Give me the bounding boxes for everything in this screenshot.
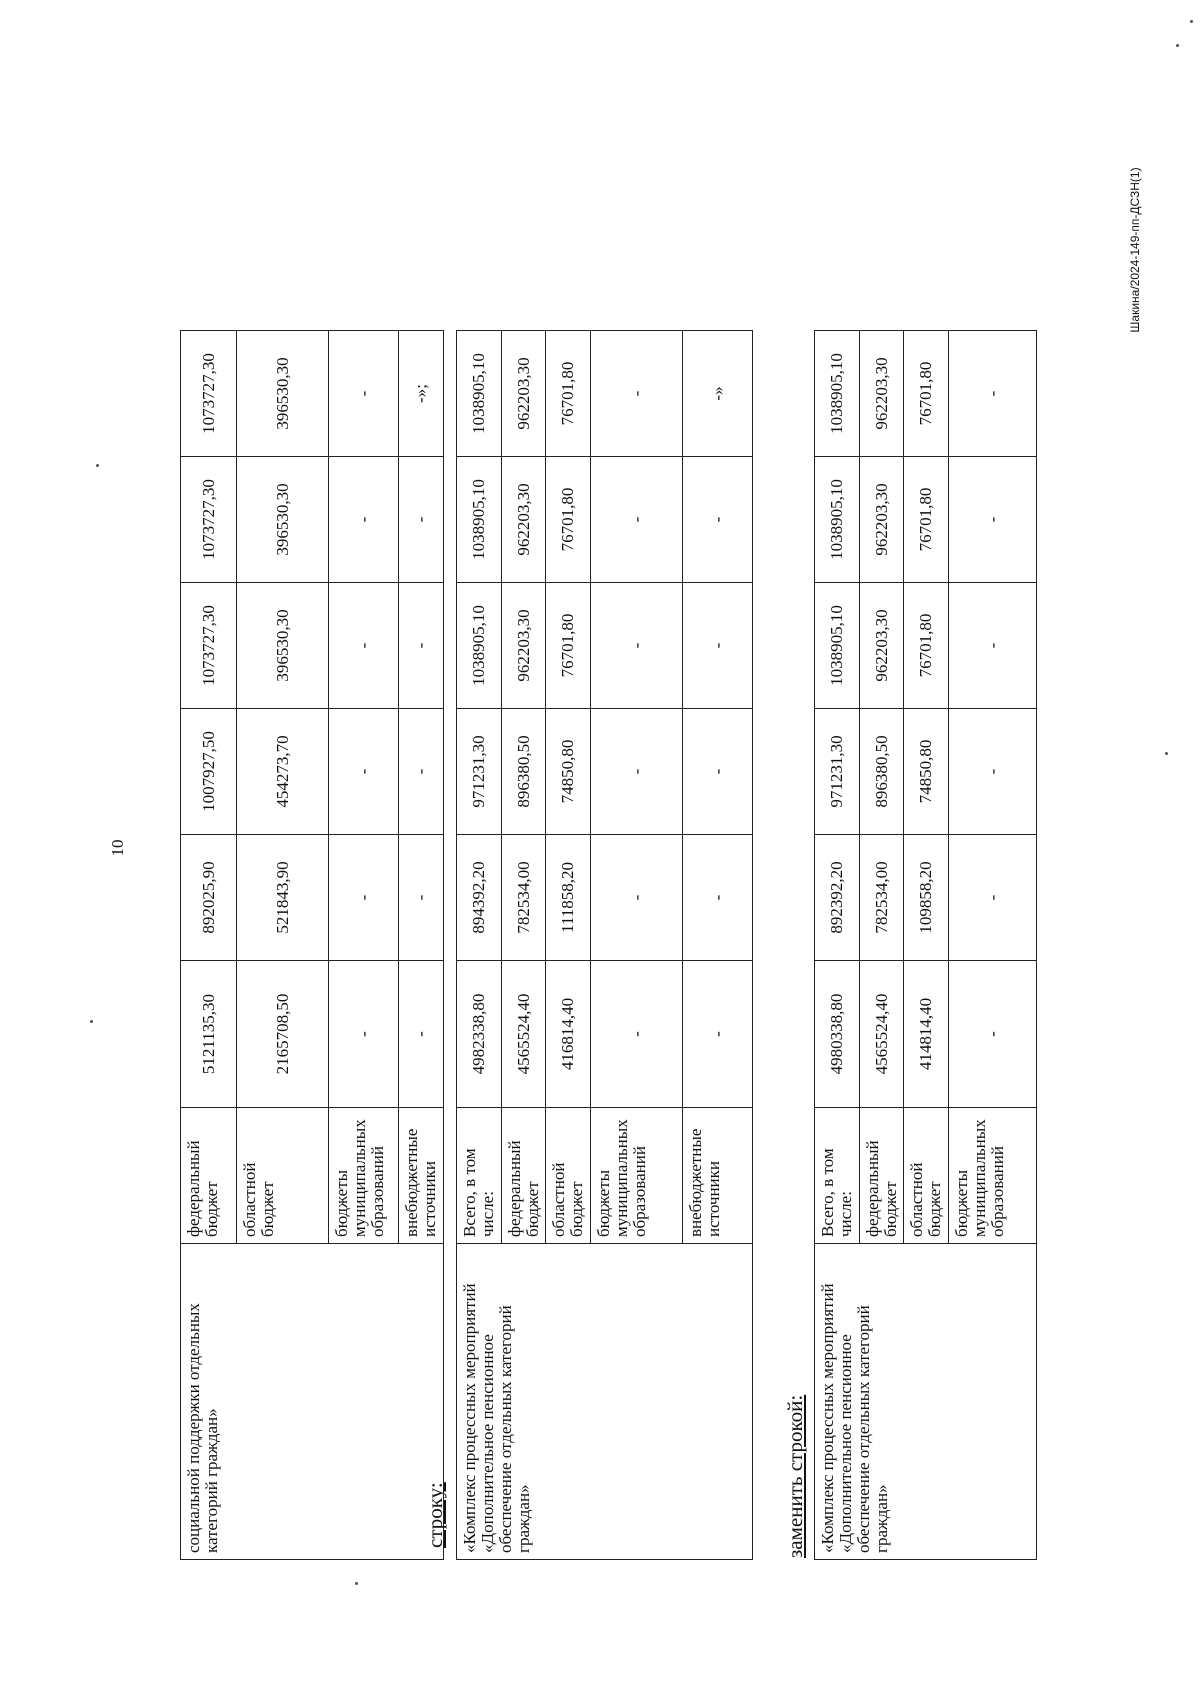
funding-source-cell: бюджеты муниципальных образований <box>329 1108 399 1244</box>
amount-cell: 74850,80 <box>546 709 591 835</box>
budget-table-original-row <box>456 330 753 1560</box>
amount-cell: 1038905,10 <box>815 331 860 457</box>
amount-cell: 521843,90 <box>237 835 329 961</box>
program-name-line: «Дополнительное пенсионное <box>835 1334 855 1553</box>
page-number: 10 <box>108 839 127 857</box>
amount-cell: - <box>949 709 1037 835</box>
amount-cell: 4565524,40 <box>859 961 904 1108</box>
amount-cell: - <box>329 331 399 457</box>
amount-cell: 111858,20 <box>546 835 591 961</box>
amount-cell: 971231,30 <box>457 709 502 835</box>
amount-cell: -» <box>683 331 753 457</box>
amount-cell: 4980338,80 <box>815 961 860 1108</box>
amount-cell: - <box>399 709 444 835</box>
instruction-substitute-row: заменить строкой: <box>783 1394 807 1558</box>
amount-cell: - <box>949 583 1037 709</box>
amount-cell: 971231,30 <box>815 709 860 835</box>
amount-cell: - <box>591 709 683 835</box>
scan-speck <box>1176 44 1179 47</box>
amount-cell: - <box>329 835 399 961</box>
amount-cell: 2165708,50 <box>237 961 329 1108</box>
amount-cell: 1007927,50 <box>181 709 237 835</box>
table-row <box>815 331 860 1560</box>
amount-cell: 896380,50 <box>859 709 904 835</box>
funding-source-cell: областной бюджет <box>546 1108 591 1244</box>
funding-source-cell: бюджеты муниципальных образований <box>591 1108 683 1244</box>
amount-cell: 894392,20 <box>457 835 502 961</box>
amount-cell: 892025,90 <box>181 835 237 961</box>
amount-cell: 76701,80 <box>546 331 591 457</box>
amount-cell: 76701,80 <box>546 457 591 583</box>
amount-cell: - <box>949 961 1037 1108</box>
amount-cell: 76701,80 <box>904 331 949 457</box>
amount-cell: 782534,00 <box>859 835 904 961</box>
table-row <box>457 331 502 1560</box>
amount-cell: 109858,20 <box>904 835 949 961</box>
amount-cell: 1038905,10 <box>457 457 502 583</box>
funding-source-cell: Всего, в том числе: <box>457 1108 502 1244</box>
program-name-line: граждан» <box>871 1484 891 1553</box>
amount-cell: 396530,30 <box>237 331 329 457</box>
budget-table-new-row <box>814 330 1037 1560</box>
funding-source-cell: Всего, в том числе: <box>815 1108 860 1244</box>
amount-cell: - <box>329 961 399 1108</box>
program-name-line: обеспечение отдельных категорий <box>853 1305 873 1553</box>
amount-cell: 1038905,10 <box>815 583 860 709</box>
amount-cell: 1038905,10 <box>815 457 860 583</box>
amount-cell: 76701,80 <box>546 583 591 709</box>
amount-cell: 4565524,40 <box>501 961 546 1108</box>
amount-cell: - <box>329 583 399 709</box>
program-name-line: «Комплекс процессных мероприятий <box>460 1283 479 1553</box>
table-row <box>181 331 237 1560</box>
amount-cell: 5121135,30 <box>181 961 237 1108</box>
amount-cell: - <box>949 835 1037 961</box>
amount-cell: - <box>591 961 683 1108</box>
amount-cell: 4982338,80 <box>457 961 502 1108</box>
rotated-document-content <box>180 130 1060 1560</box>
amount-cell: - <box>683 457 753 583</box>
funding-source-cell: федеральный бюджет <box>501 1108 546 1244</box>
amount-cell: 74850,80 <box>904 709 949 835</box>
amount-cell: - <box>683 961 753 1108</box>
program-name-line: обеспечение отдельных категорий <box>495 1305 515 1553</box>
amount-cell: 896380,50 <box>501 709 546 835</box>
amount-cell: 962203,30 <box>501 583 546 709</box>
program-name-line: социальной поддержки отдельных <box>184 1303 203 1553</box>
amount-cell: 414814,40 <box>904 961 949 1108</box>
amount-cell: - <box>683 835 753 961</box>
amount-cell: - <box>949 457 1037 583</box>
scan-speck <box>90 1020 93 1023</box>
amount-cell: 76701,80 <box>904 457 949 583</box>
amount-cell: - <box>399 835 444 961</box>
program-name-cell <box>181 1244 444 1560</box>
amount-cell: -»; <box>399 331 444 457</box>
funding-source-cell: областной бюджет <box>237 1108 329 1244</box>
amount-cell: 396530,30 <box>237 583 329 709</box>
amount-cell: - <box>399 583 444 709</box>
funding-source-cell: федеральный бюджет <box>181 1108 237 1244</box>
amount-cell: - <box>591 583 683 709</box>
amount-cell: 892392,20 <box>815 835 860 961</box>
amount-cell: - <box>329 457 399 583</box>
amount-cell: - <box>683 583 753 709</box>
funding-source-cell: внебюджетные источники <box>683 1108 753 1244</box>
amount-cell: 1073727,30 <box>181 457 237 583</box>
funding-source-cell: федеральный бюджет <box>859 1108 904 1244</box>
amount-cell: 962203,30 <box>859 583 904 709</box>
amount-cell: - <box>399 961 444 1108</box>
amount-cell: 396530,30 <box>237 457 329 583</box>
funding-source-cell: областной бюджет <box>904 1108 949 1244</box>
amount-cell: 1038905,10 <box>457 583 502 709</box>
amount-cell: 962203,30 <box>501 331 546 457</box>
scan-speck <box>1165 752 1168 755</box>
amount-cell: 416814,40 <box>546 961 591 1108</box>
amount-cell: - <box>591 331 683 457</box>
document-code: Шакина/2024-149-пп-ДСЗН(1) <box>1128 167 1142 333</box>
funding-source-cell: бюджеты муниципальных образований <box>949 1108 1037 1244</box>
program-name-line: «Дополнительное пенсионное <box>477 1334 497 1553</box>
amount-cell: 454273,70 <box>237 709 329 835</box>
amount-cell: 76701,80 <box>904 583 949 709</box>
amount-cell: 962203,30 <box>501 457 546 583</box>
amount-cell: - <box>591 457 683 583</box>
funding-source-cell: внебюджетные источники <box>399 1108 444 1244</box>
scan-speck <box>1190 20 1193 23</box>
amount-cell: 782534,00 <box>501 835 546 961</box>
amount-cell: 962203,30 <box>859 457 904 583</box>
budget-table-previous <box>180 330 444 1560</box>
program-name-line: «Комплекс процессных мероприятий <box>818 1283 837 1553</box>
program-name-cell <box>457 1244 753 1560</box>
amount-cell: - <box>329 709 399 835</box>
instruction-replace-row: строку: <box>423 1482 447 1548</box>
program-name-line: категорий граждан» <box>201 1408 221 1553</box>
amount-cell: - <box>949 331 1037 457</box>
amount-cell: 1073727,30 <box>181 583 237 709</box>
program-name-line: граждан» <box>513 1484 533 1553</box>
amount-cell: - <box>683 709 753 835</box>
amount-cell: 962203,30 <box>859 331 904 457</box>
amount-cell: - <box>399 457 444 583</box>
scan-speck <box>96 464 99 467</box>
amount-cell: - <box>591 835 683 961</box>
program-name-cell <box>815 1244 1037 1560</box>
amount-cell: 1038905,10 <box>457 331 502 457</box>
scan-speck <box>355 1582 358 1585</box>
amount-cell: 1073727,30 <box>181 331 237 457</box>
